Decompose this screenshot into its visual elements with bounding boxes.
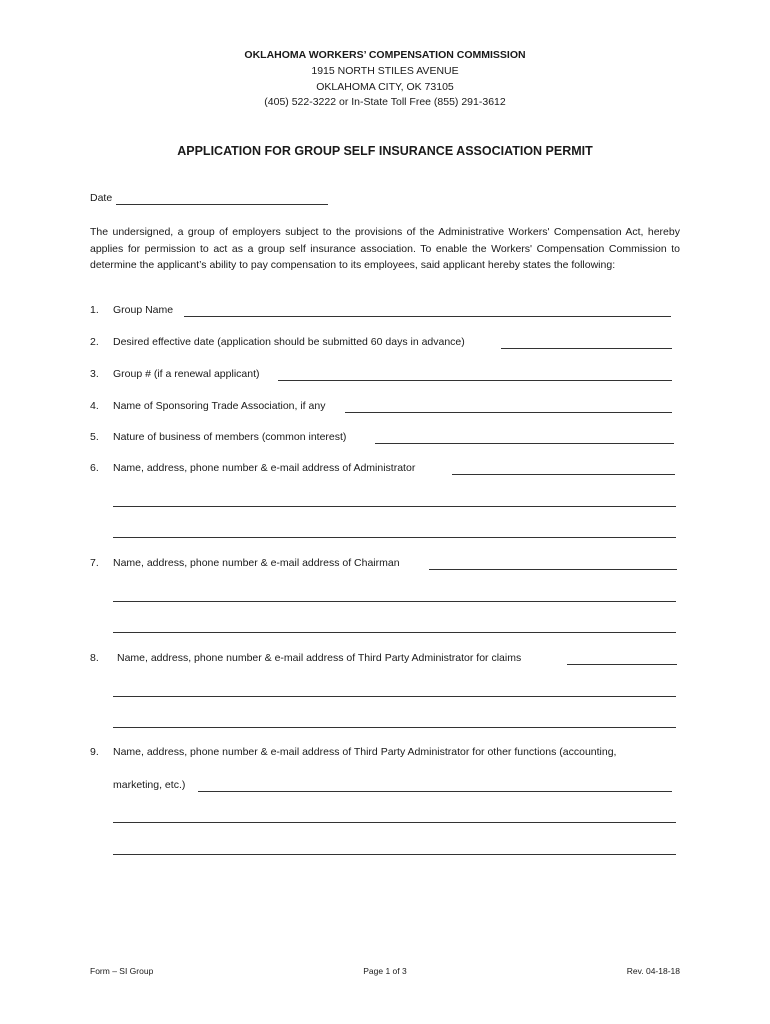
item-4-label: Name of Sponsoring Trade Association, if any	[113, 400, 326, 412]
item-3-label: Group # (if a renewal applicant)	[113, 368, 260, 380]
footer-form-id: Form – SI Group	[90, 966, 154, 976]
administrator-line-3[interactable]	[113, 537, 676, 538]
group-number-field[interactable]	[278, 380, 672, 381]
item-6-number: 6.	[90, 462, 99, 474]
item-5-label: Nature of business of members (common interest)	[113, 431, 347, 443]
item-7-number: 7.	[90, 557, 99, 569]
administrator-line-2[interactable]	[113, 506, 676, 507]
item-9-number: 9.	[90, 746, 99, 758]
item-8-number: 8.	[90, 652, 99, 664]
tpa-claims-line-2[interactable]	[113, 696, 676, 697]
item-5-number: 5.	[90, 431, 99, 443]
tpa-other-line-3[interactable]	[113, 854, 676, 855]
agency-city: OKLAHOMA CITY, OK 73105	[316, 81, 454, 93]
form-title: APPLICATION FOR GROUP SELF INSURANCE ASSOCIATION PERMIT	[177, 144, 593, 158]
item-6-label: Name, address, phone number & e-mail address of Administrator	[113, 462, 416, 474]
item-4-number: 4.	[90, 400, 99, 412]
chairman-line-3[interactable]	[113, 632, 676, 633]
date-label: Date	[90, 192, 113, 204]
tpa-claims-field[interactable]	[567, 664, 677, 665]
item-1-label: Group Name	[113, 304, 174, 316]
item-2-number: 2.	[90, 336, 99, 348]
intro-paragraph: The undersigned, a group of employers subject to the provisions of the Administrative Workers' Compensation Act, hereby applies for permission to act as a group self insurance association. To enable the Workers' Compensation Commission to determine the applicant’s ability to pay compensation to its employees, said applicant hereby states the following:	[90, 226, 680, 271]
item-9-label-continued: marketing, etc.)	[113, 779, 186, 791]
item-9-label: Name, address, phone number & e-mail address of Third Party Administrator for other functions (accounting,	[113, 746, 617, 758]
effective-date-field[interactable]	[501, 348, 672, 349]
nature-of-business-field[interactable]	[375, 443, 674, 444]
item-1-number: 1.	[90, 304, 99, 316]
group-name-field[interactable]	[184, 316, 671, 317]
administrator-field[interactable]	[452, 474, 675, 475]
footer-page-number: Page 1 of 3	[363, 966, 407, 976]
tpa-other-field[interactable]	[198, 791, 672, 792]
date-field[interactable]	[116, 204, 328, 205]
tpa-other-line-2[interactable]	[113, 822, 676, 823]
agency-street: 1915 NORTH STILES AVENUE	[311, 65, 459, 77]
agency-name: OKLAHOMA WORKERS’ COMPENSATION COMMISSION	[244, 49, 526, 61]
item-3-number: 3.	[90, 368, 99, 380]
item-7-label: Name, address, phone number & e-mail address of Chairman	[113, 557, 400, 569]
chairman-line-2[interactable]	[113, 601, 676, 602]
item-8-label: Name, address, phone number & e-mail address of Third Party Administrator for claims	[117, 652, 522, 664]
agency-phone: (405) 522-3222 or In-State Toll Free (855) 291-3612	[264, 96, 506, 108]
chairman-field[interactable]	[429, 569, 677, 570]
footer-revision: Rev. 04-18-18	[626, 966, 680, 976]
item-2-label: Desired effective date (application should be submitted 60 days in advance)	[113, 336, 465, 348]
sponsoring-association-field[interactable]	[345, 412, 672, 413]
tpa-claims-line-3[interactable]	[113, 727, 676, 728]
